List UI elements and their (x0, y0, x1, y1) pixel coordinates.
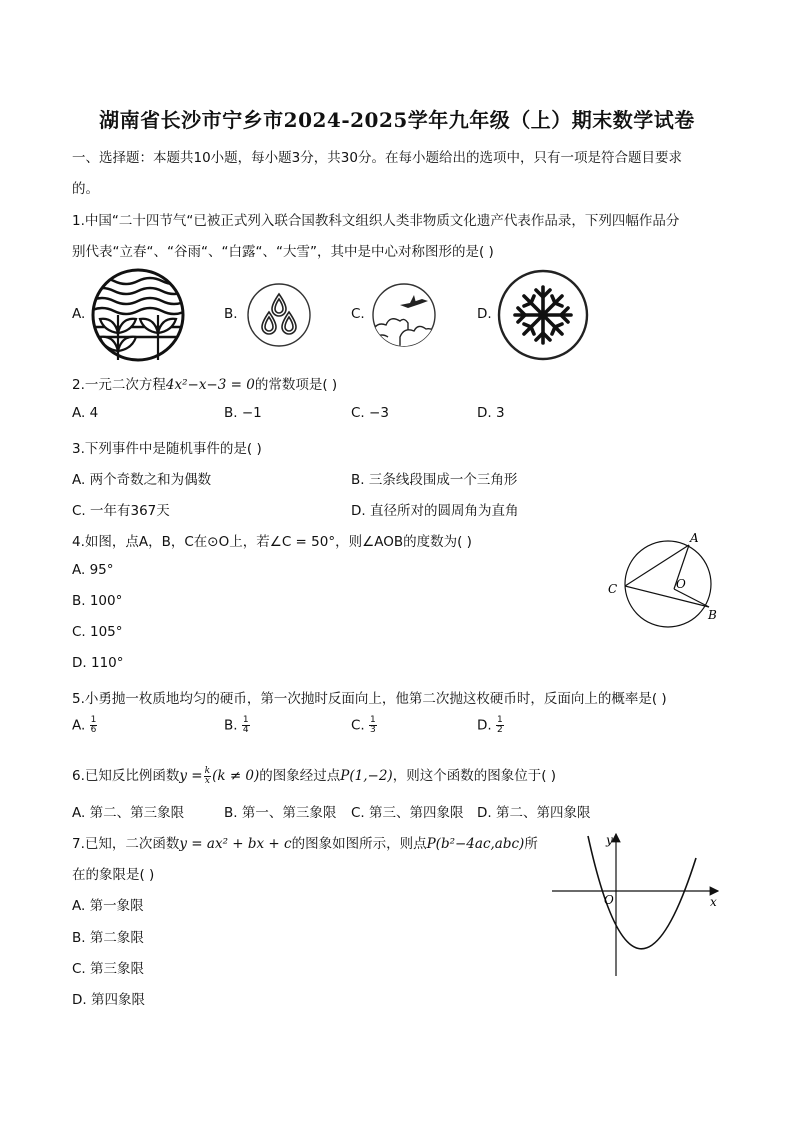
q5-option-d-numerator: 1 (496, 715, 503, 725)
q6-option-c: C. 第三、第四象限 (351, 805, 464, 821)
q5-option-c-letter: C. (351, 717, 365, 734)
q5-option-a-fraction (90, 716, 98, 735)
q7-option-b: B. 第二象限 (72, 930, 144, 946)
q1-stem-line1: 1.中国“二十四节气“已被正式列入联合国教科文组织人类非物质文化遗产代表作品录，下列四幅作品分 (72, 213, 680, 229)
q1-stem-line2: 别代表“立春“、“谷雨“、“白露“、“大雪”，其中是中心对称图形的是( ) (72, 244, 494, 260)
axis-label-y: y (606, 833, 613, 847)
q1-option-b-label: B. (224, 306, 238, 322)
q6-fraction (204, 767, 211, 786)
figure-label-b: B (708, 608, 717, 622)
axis-label-x: x (710, 895, 717, 909)
snowflake-image (496, 268, 590, 362)
q7-point: P(b²−4ac,abc) (426, 836, 525, 852)
circle-angle-figure (600, 526, 730, 638)
q1-option-d-label: D. (477, 306, 492, 322)
q7-option-d: D. 第四象限 (72, 992, 145, 1008)
q3-option-a: A. 两个奇数之和为偶数 (72, 472, 212, 488)
q4-option-d: D. 110° (72, 655, 124, 671)
q4-option-b: B. 100° (72, 593, 123, 609)
q7-option-c: C. 第三象限 (72, 961, 145, 977)
q1-option-c-label: C. (351, 306, 365, 322)
q6-middle: 的图象经过点 (259, 768, 341, 784)
q6-option-d: D. 第二、第四象限 (477, 805, 591, 821)
q6-option-a: A. 第二、第三象限 (72, 805, 185, 821)
section-heading-line2: 的。 (72, 181, 99, 197)
q6-prefix: 6.已知反比例函数 (72, 768, 180, 784)
q7-prefix: 7.已知，二次函数 (72, 836, 180, 852)
q5-option-c-fraction (369, 716, 377, 735)
figure-label-o: O (676, 577, 686, 591)
q5-option-d-letter: D. (477, 717, 492, 734)
q5-option-c (351, 716, 377, 735)
q5-option-b-denominator: 4 (242, 725, 249, 735)
q5-stem: 5.小勇抛一枚质地均匀的硬币，第一次抛时反面向上，他第二次抛这枚硬币时，反面向上的概率是( ) (72, 691, 667, 707)
q2-option-a: A. 4 (72, 405, 99, 421)
q6-func-lhs: y = (179, 768, 203, 784)
q2-equation: 4x²−x−3 = 0 (165, 377, 255, 393)
q5-option-b-numerator: 1 (242, 715, 249, 725)
q7-middle: 的图象如图所示，则点 (291, 836, 427, 852)
q5-option-a-letter: A. (72, 717, 86, 734)
q5-option-b-letter: B. (224, 717, 238, 734)
q5-option-d-fraction (496, 716, 504, 735)
spring-sprout-image (88, 265, 188, 365)
q6-condition: (k ≠ 0) (212, 768, 260, 784)
q3-option-b: B. 三条线段围成一个三角形 (351, 472, 518, 488)
q6-option-b: B. 第一、第三象限 (224, 805, 337, 821)
q7-option-a: A. 第一象限 (72, 898, 144, 914)
q7-stem-line2: 在的象限是( ) (72, 867, 155, 883)
q2-prefix: 2.一元二次方程 (72, 377, 166, 393)
q3-option-d: D. 直径所对的圆周角为直角 (351, 503, 519, 519)
q5-option-a-denominator: 6 (90, 725, 97, 735)
page-title: 湖南省长沙市宁乡市2024-2025学年九年级（上）期末数学试卷 (99, 108, 695, 132)
q5-option-d (477, 716, 504, 735)
section-heading-line1: 一、选择题：本题共10小题，每小题3分，共30分。在每小题给出的选项中，只有一项是符合题目要求 (72, 150, 682, 166)
figure-label-c: C (608, 582, 618, 596)
parabola-figure (548, 830, 728, 980)
q2-option-d: D. 3 (477, 405, 505, 421)
origin-label: O (604, 893, 614, 907)
rain-drops-image (245, 281, 313, 349)
q3-option-c: C. 一年有367天 (72, 503, 170, 519)
q5-option-c-numerator: 1 (370, 715, 376, 725)
q3-stem: 3.下列事件中是随机事件的是( ) (72, 441, 262, 457)
q6-suffix: ，则这个函数的图象位于( ) (392, 768, 557, 784)
q5-option-a-numerator: 1 (90, 715, 97, 725)
q5-option-b (224, 716, 250, 735)
q5-option-b-fraction (242, 716, 250, 735)
bird-clouds-image (370, 281, 438, 349)
q6-frac-den: x (204, 775, 210, 786)
q7-equation: y = ax² + bx + c (179, 836, 292, 852)
q1-option-a-label: A. (72, 306, 86, 322)
q2-suffix: 的常数项是( ) (254, 377, 338, 393)
q2-option-b: B. −1 (224, 405, 262, 421)
q5-option-c-denominator: 3 (370, 725, 376, 735)
q4-option-c: C. 105° (72, 624, 123, 640)
q5-option-a (72, 716, 97, 735)
q4-option-a: A. 95° (72, 562, 114, 578)
q6-point: P(1,−2) (340, 768, 393, 784)
figure-label-a: A (690, 531, 699, 545)
q7-suffix: 所 (524, 836, 538, 852)
q6-frac-num: k (204, 765, 211, 776)
q2-option-c: C. −3 (351, 405, 389, 421)
q5-option-d-denominator: 2 (496, 725, 503, 735)
q4-stem: 4.如图，点A，B，C在⊙O上，若∠C = 50°，则∠AOB的度数为( ) (72, 534, 472, 550)
